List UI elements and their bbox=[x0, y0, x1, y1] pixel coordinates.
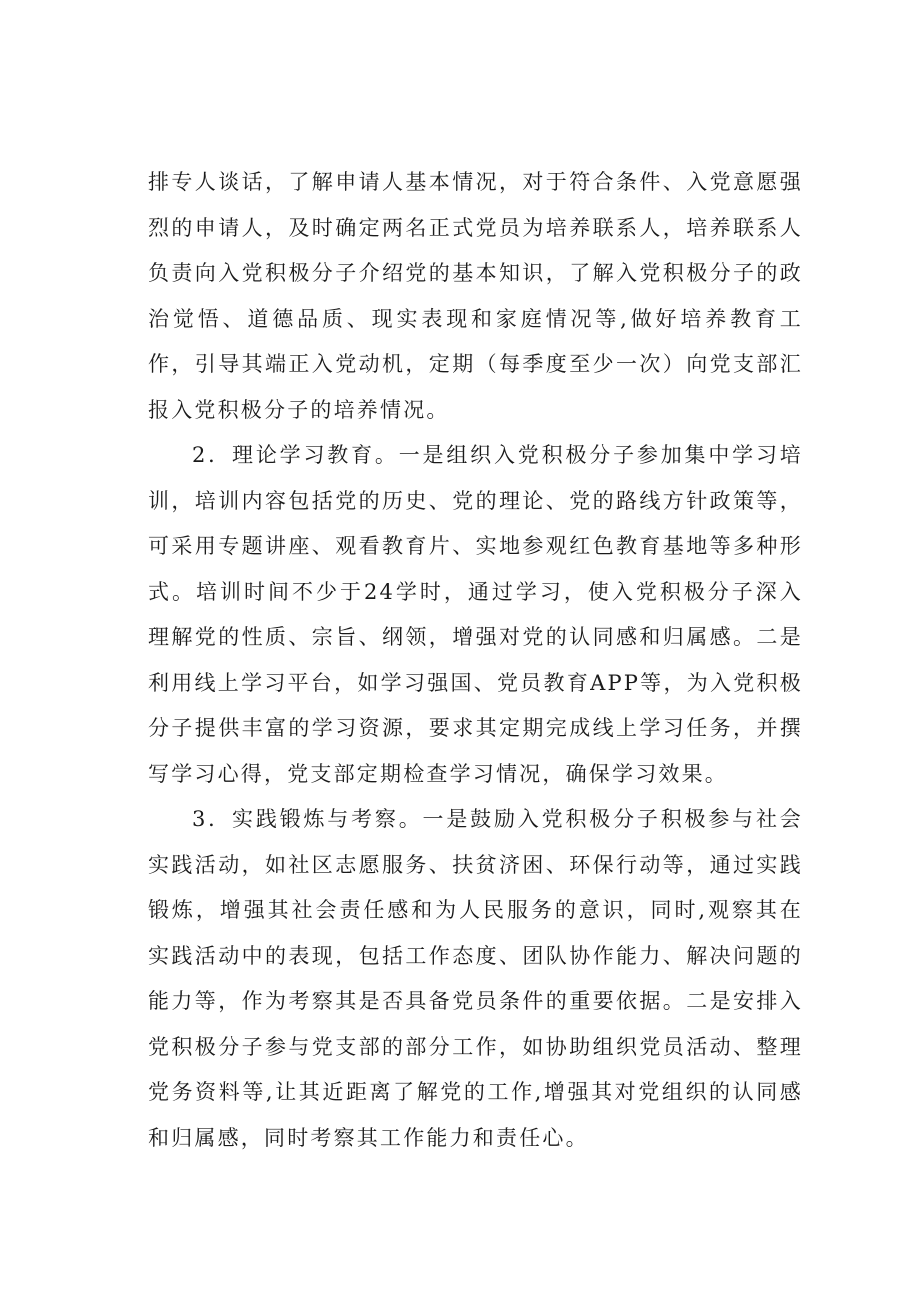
paragraph-theory-study-education: 2．理论学习教育。一是组织入党积极分子参加集中学习培训，培训内容包括党的历史、党的理论、党的路线方针政策等，可采用专题讲座、观看教育片、实地参观红色教育基地等多种形式。培训时间不少于24学时，通过学习，使入党积极分子深入理解党的性质、宗旨、纲领，增强对党的认同感和归属感。二是利用线上学习平台，如学习强国、党员教育APP等，为入党积极分子提供丰富的学习资源，要求其定期完成线上学习任务，并撰写学习心得，党支部定期检查学习情况，确保学习效果。 bbox=[148, 443, 803, 786]
paragraph-continued-training-contact: 排专人谈话，了解申请人基本情况，对于符合条件、入党意愿强烈的申请人，及时确定两名正式党员为培养联系人，培养联系人负责向入党积极分子介绍党的基本知识，了解入党积极分子的政治觉悟、道德品质、现实表现和家庭情况等,做好培养教育工作，引导其端正入党动机，定期（每季度至少一次）向党支部汇报入党积极分子的培养情况。 bbox=[148, 170, 803, 422]
paragraph-practice-and-assessment: 3．实践锻炼与考察。一是鼓励入党积极分子积极参与社会实践活动，如社区志愿服务、扶贫济困、环保行动等，通过实践锻炼，增强其社会责任感和为人民服务的意识，同时,观察其在实践活动中的表现，包括工作态度、团队协作能力、解决问题的能力等，作为考察其是否具备党员条件的重要依据。二是安排入党积极分子参与党支部的部分工作，如协助组织党员活动、整理党务资料等,让其近距离了解党的工作,增强其对党组织的认同感和归属感，同时考察其工作能力和责任心。 bbox=[148, 807, 803, 1150]
document-body bbox=[148, 160, 803, 1161]
